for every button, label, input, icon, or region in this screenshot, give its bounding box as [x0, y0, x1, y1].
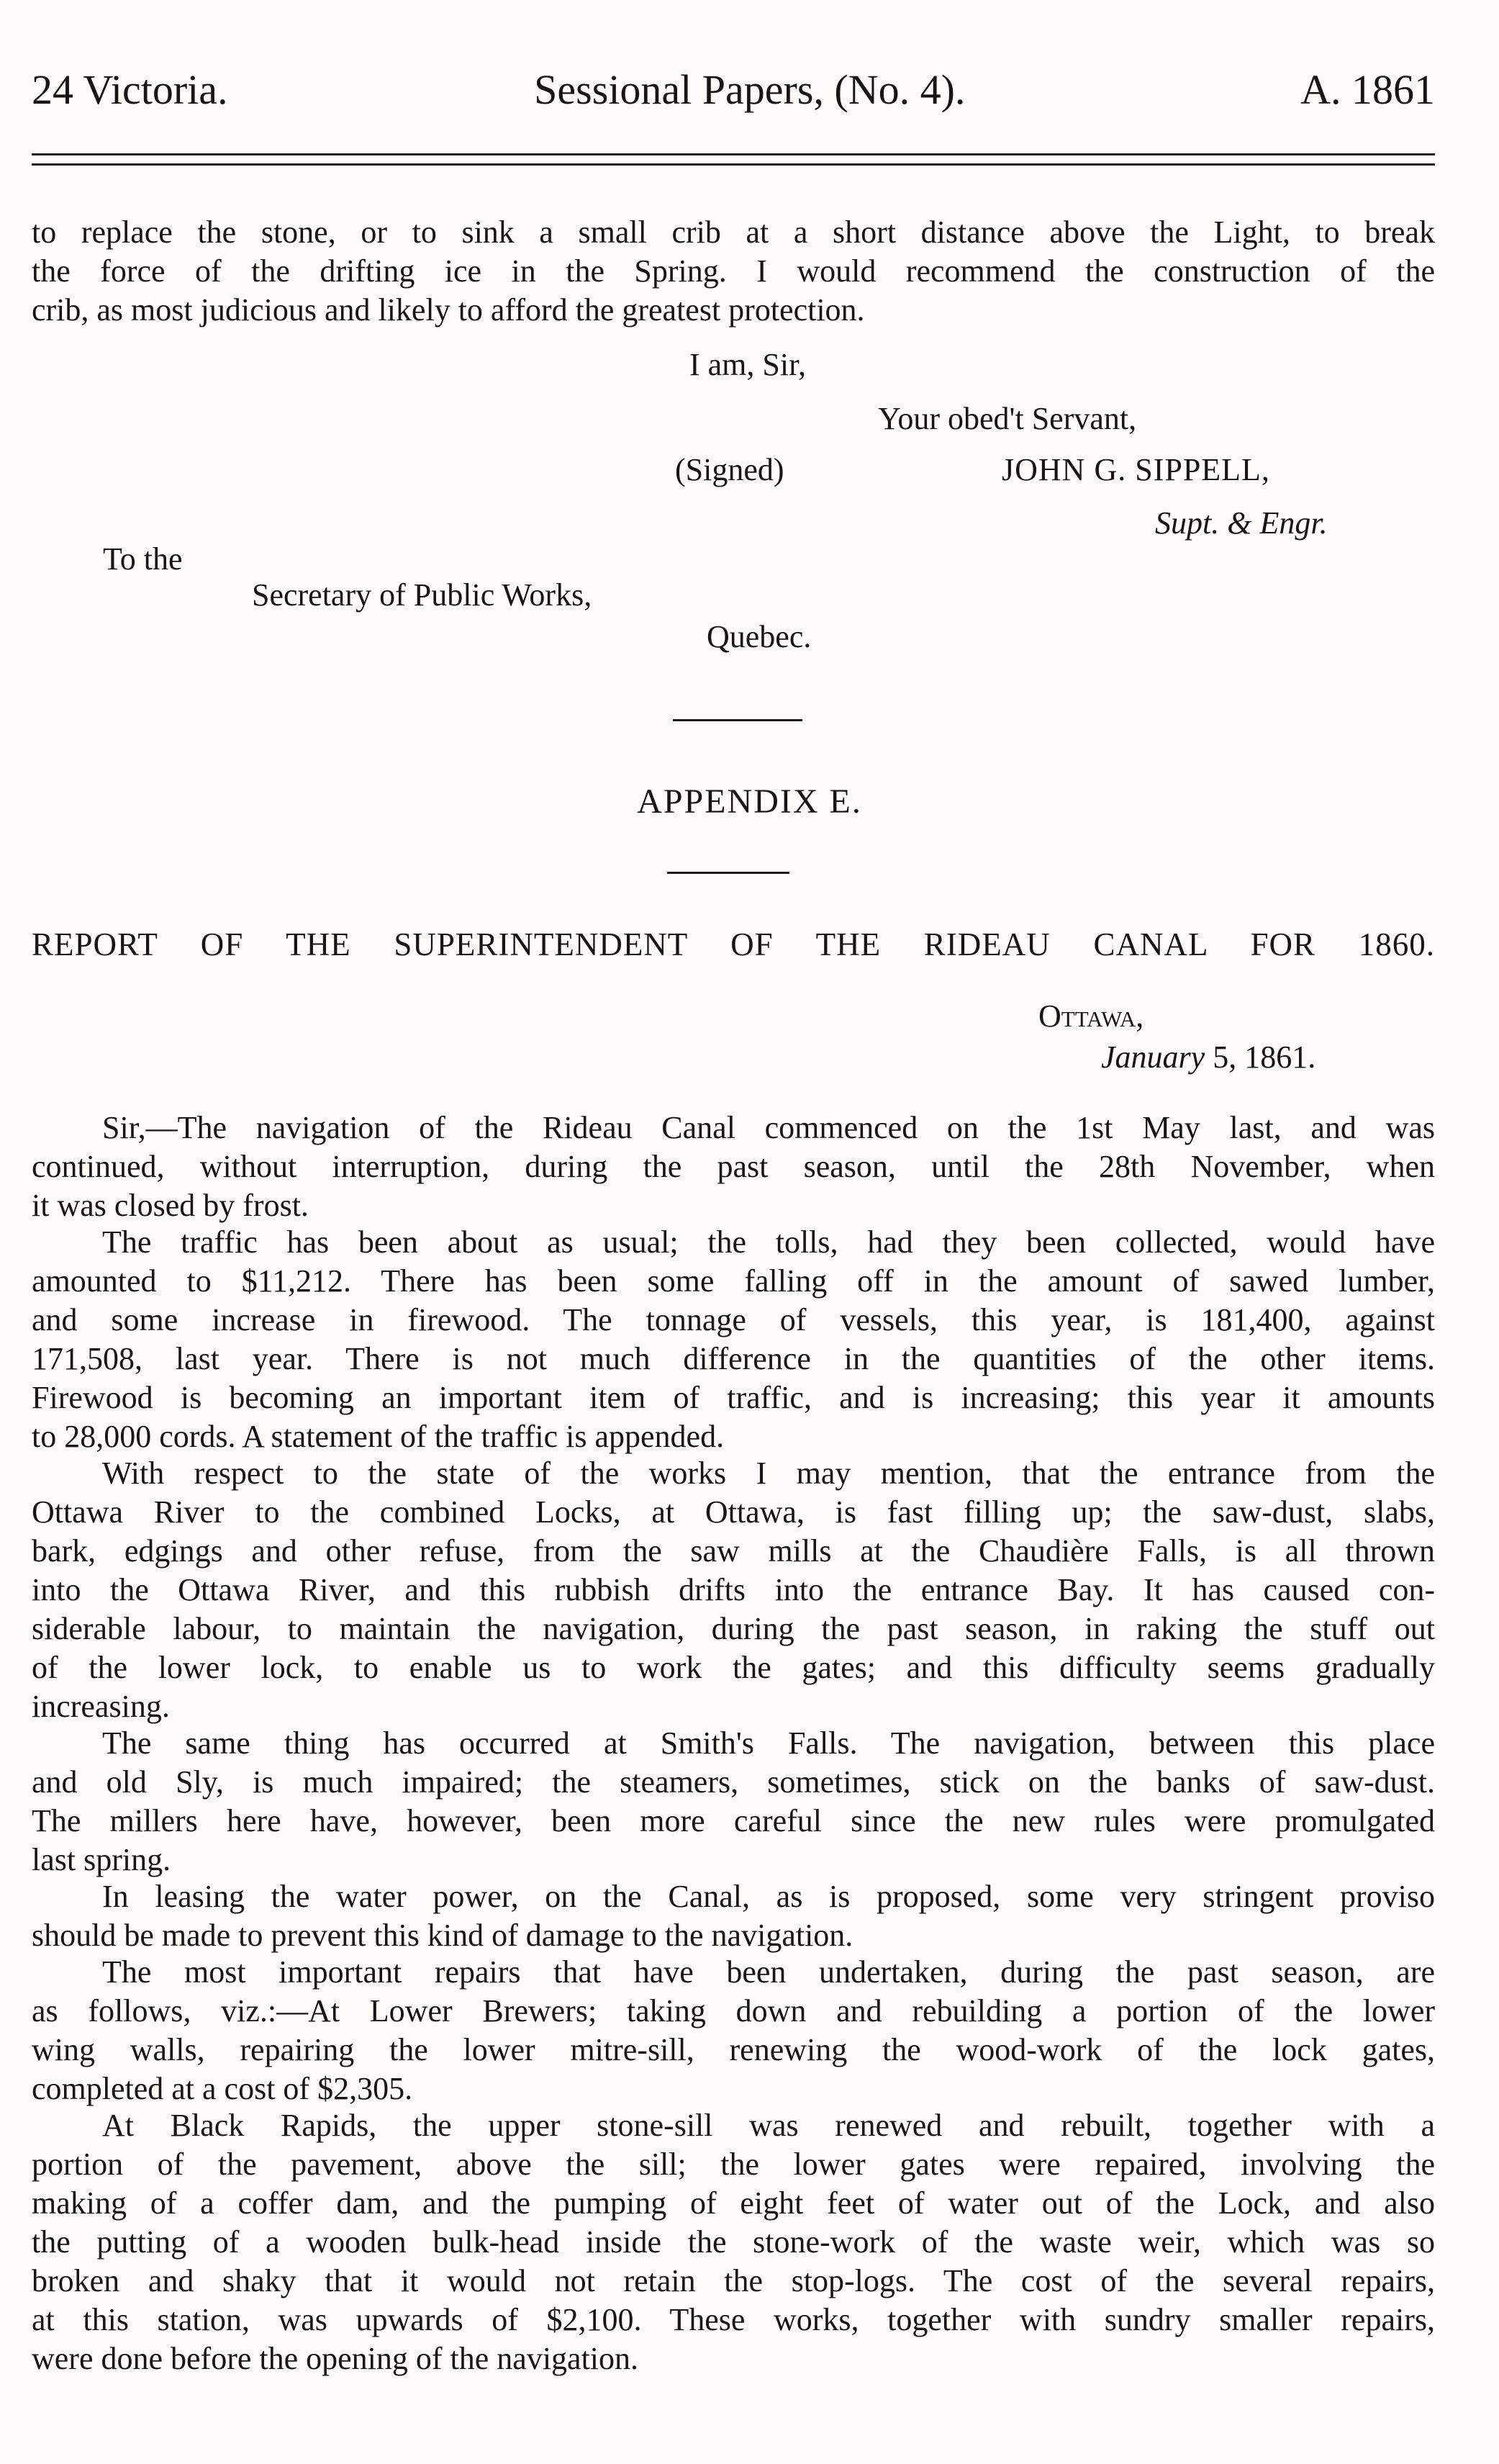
body-line: Ottawa River to the combined Locks, at Ottawa, is fast filling up; the saw-dust, slabs, [32, 1494, 1435, 1530]
body-line: The most important repairs that have been undertaken, during the past season, are [102, 1954, 1435, 1990]
section-divider [667, 872, 789, 874]
body-line: siderable labour, to maintain the navigation, during the past season, in raking the stuff out [32, 1611, 1435, 1646]
body-line: should be made to prevent this kind of damage to the navigation. [32, 1918, 853, 1953]
body-line: In leasing the water power, on the Canal, as is proposed, some very stringent proviso [102, 1879, 1435, 1914]
report-title: REPORT OF THE SUPERINTENDENT OF THE RIDEAU CANAL FOR 1860. [32, 926, 1435, 962]
header-rule-top [32, 153, 1435, 155]
signer-title: Supt. & Engr. [1155, 505, 1328, 541]
header-year: A. 1861 [1300, 66, 1435, 113]
body-line: continued, without interruption, during the past season, until the 28th November, when [32, 1149, 1435, 1184]
prev-letter-line: the force of the drifting ice in the Spring. I would recommend the construction of the [32, 253, 1435, 289]
dateline-date [1101, 1038, 1315, 1077]
body-line: to 28,000 cords. A statement of the traffic is appended. [32, 1419, 725, 1454]
address-recipient: Secretary of Public Works, [252, 577, 592, 613]
body-line: the putting of a wooden bulk-head inside the stone-work of the waste weir, which was so [32, 2224, 1435, 2260]
body-line: and some increase in firewood. The tonnage of vessels, this year, is 181,400, against [32, 1302, 1435, 1337]
body-line: bark, edgings and other refuse, from the saw mills at the Chaudière Falls, is all thrown [32, 1533, 1435, 1569]
body-line: and old Sly, is much impaired; the steamers, sometimes, stick on the banks of saw-dust. [32, 1764, 1435, 1800]
body-line: Firewood is becoming an important item of traffic, and is increasing; this year it amounts [32, 1380, 1435, 1415]
closing: Your obed't Servant, [878, 401, 1137, 436]
body-line: Sir,—The navigation of the Rideau Canal commenced on the 1st May last, and was [102, 1110, 1435, 1145]
dateline-month: January [1101, 1039, 1205, 1075]
prev-letter-line: to replace the stone, or to sink a small crib at a short distance above the Light, to break [32, 215, 1435, 250]
running-header [32, 66, 1435, 113]
body-line: The same thing has occurred at Smith's Falls. The navigation, between this place [102, 1725, 1435, 1761]
section-divider [673, 719, 802, 721]
address-to: To the [103, 541, 183, 577]
body-line: At Black Rapids, the upper stone-sill was renewed and rebuilt, together with a [102, 2108, 1435, 2143]
body-line: it was closed by frost. [32, 1188, 309, 1223]
signer-name: JOHN G. SIPPELL, [1002, 452, 1270, 487]
body-line: With respect to the state of the works I may mention, that the entrance from the [102, 1456, 1435, 1491]
dateline-place: Ottawa, [1038, 998, 1144, 1034]
body-line: completed at a cost of $2,305. [32, 2071, 413, 2106]
body-line: making of a coffer dam, and the pumping of eight feet of water out of the Lock, and also [32, 2185, 1435, 2221]
body-line: portion of the pavement, above the sill; the lower gates were repaired, involving the [32, 2147, 1435, 2182]
address-place: Quebec. [707, 619, 812, 654]
body-line: increasing. [32, 1689, 170, 1724]
body-line: amounted to $11,212. There has been some falling off in the amount of sawed lumber, [32, 1263, 1435, 1299]
header-session: 24 Victoria. [32, 66, 228, 113]
body-line: The traffic has been about as usual; the tolls, had they been collected, would have [102, 1224, 1435, 1260]
prev-letter-line: crib, as most judicious and likely to afford the greatest protection. [32, 292, 865, 328]
body-line: The millers here have, however, been more careful since the new rules were promulgated [32, 1803, 1435, 1838]
body-line: 171,508, last year. There is not much difference in the quantities of the other items. [32, 1341, 1435, 1376]
dateline-day-year: 5, 1861. [1213, 1039, 1316, 1075]
header-rule-bottom [32, 163, 1435, 166]
body-line: were done before the opening of the navigation. [32, 2341, 639, 2376]
body-line: into the Ottawa River, and this rubbish drifts into the entrance Bay. It has caused con- [32, 1572, 1435, 1607]
body-line: at this station, was upwards of $2,100. These works, together with sundry smaller repairs, [32, 2302, 1435, 2337]
body-line: broken and shaky that it would not retain the stop-logs. The cost of the several repairs, [32, 2263, 1435, 2298]
salutation: I am, Sir, [689, 347, 806, 382]
body-line: of the lower lock, to enable us to work the gates; and this difficulty seems gradually [32, 1650, 1435, 1685]
body-line: wing walls, repairing the lower mitre-sill, renewing the wood-work of the lock gates, [32, 2032, 1435, 2067]
appendix-heading: APPENDIX E. [637, 782, 862, 821]
body-line: as follows, viz.:—At Lower Brewers; taking down and rebuilding a portion of the lower [32, 1993, 1435, 2028]
body-line: last spring. [32, 1842, 171, 1877]
signed-label: (Signed) [675, 452, 784, 487]
header-papers: Sessional Papers, (No. 4). [534, 66, 966, 113]
